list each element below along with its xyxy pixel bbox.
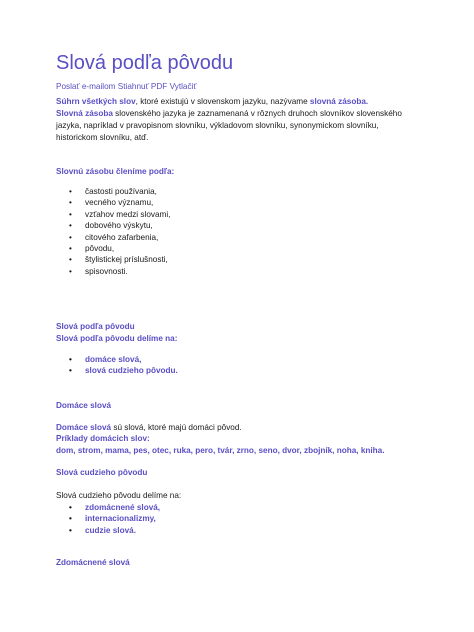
list-item: • častosti používania, <box>56 186 170 197</box>
list-item: • vecného významu, <box>56 197 170 208</box>
list-item: • citového zafarbenia, <box>56 232 170 243</box>
domestic-definition-text: sú slová, ktoré majú domáci pôvod. <box>111 423 242 432</box>
download-pdf-link[interactable]: Stiahnuť PDF <box>117 82 168 91</box>
intro-term-2: slovná zásoba. <box>309 97 369 106</box>
print-link[interactable]: Vytlačiť <box>169 82 197 91</box>
list-item: • slová cudzieho pôvodu. <box>56 365 178 376</box>
intro-line-1 <box>56 96 368 108</box>
list-item: • štylistickej príslušnosti, <box>56 254 170 265</box>
intro-line-3: jazyka, napríklad v pravopisnom slovníku, výkladovom slovníku, synonymickom slovníku, <box>56 121 379 130</box>
intro-line-2 <box>56 108 402 120</box>
list-item: • spisovnosti. <box>56 266 170 277</box>
domestic-examples-label: Príklady domácich slov: <box>56 434 150 443</box>
list-item: • cudzie slová. <box>56 525 160 536</box>
domestic-heading: Domáce slová <box>56 401 112 410</box>
naturalized-heading: Zdomácnené slová <box>56 558 130 567</box>
list-item: • domáce slová, <box>56 354 178 365</box>
intro-term-1: Súhrn všetkých slov <box>56 97 136 106</box>
domestic-definition <box>56 422 242 434</box>
origin-subheading: Slová podľa pôvodu delíme na: <box>56 334 178 343</box>
criteria-heading: Slovnú zásobu členíme podľa: <box>56 167 175 176</box>
criteria-list <box>56 186 170 277</box>
list-item: • vzťahov medzi slovami, <box>56 209 170 220</box>
domestic-examples: dom, strom, mama, pes, otec, ruka, pero, tvár, zrno, seno, dvor, zbojník, noha, kniha. <box>56 446 385 455</box>
intro-term-3: Slovná zásoba <box>56 109 113 118</box>
origin-list <box>56 354 178 377</box>
domestic-term: Domáce slová <box>56 423 112 432</box>
intro-text-2: slovenského jazyka je zaznamenaná v rôznych druhoch slovníkov slovenského <box>112 109 402 118</box>
list-item: • zdomácnené slová, <box>56 502 160 513</box>
list-item: • pôvodu, <box>56 243 170 254</box>
action-links <box>56 82 196 91</box>
list-item: • internacionalizmy, <box>56 513 160 524</box>
foreign-intro: Slová cudzieho pôvodu delíme na: <box>56 491 182 500</box>
intro-text-1: , ktoré existujú v slovenskom jazyku, nazývame <box>135 97 310 106</box>
email-link[interactable]: Poslať e-mailom <box>56 82 116 91</box>
page-title: Slová podľa pôvodu <box>56 52 234 74</box>
origin-heading: Slová podľa pôvodu <box>56 322 135 331</box>
foreign-heading: Slová cudzieho pôvodu <box>56 468 148 477</box>
list-item: • dobového výskytu, <box>56 220 170 231</box>
foreign-list <box>56 502 160 536</box>
intro-line-4: historickom slovníku, atď. <box>56 133 149 142</box>
